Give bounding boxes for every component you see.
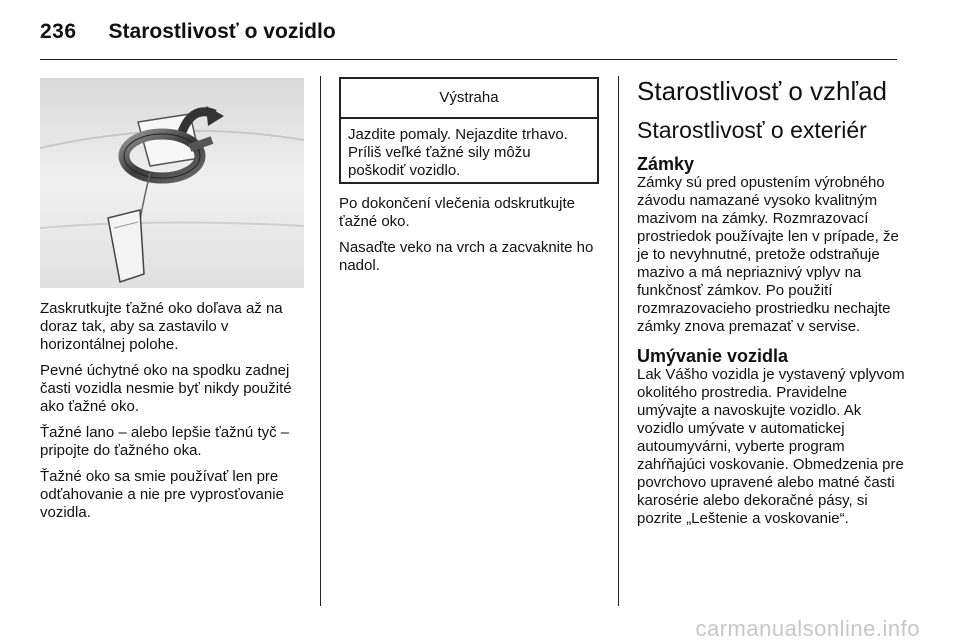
paragraph: Pevné úchytné oko na spodku zadnej časti vozidla nesmie byť nikdy použité ako ťažné oko. (40, 362, 292, 415)
column-divider-1 (320, 76, 321, 606)
subsection-text-locks: Zámky sú pred opustením výrobného závodu namazané vysoko kvalitným mazivom na zámky. Rozmrazovací prostriedok používajte len v prípade, že je to nevyhnutné, pretože odstraňuje mazivo a má nepriaznivý vplyv na funkčnosť zámkov. Po použití rozmrazovacieho prostriedku nechajte zámky znova premazať v servise. (637, 174, 899, 335)
column-1 (40, 300, 304, 530)
paragraph: Nasaďte veko na vrch a zacvaknite ho nadol. (339, 239, 594, 274)
column-divider-2 (618, 76, 619, 606)
tow-eye-drawing (40, 78, 304, 288)
paragraph: Zaskrutkujte ťažné oko doľava až na doraz tak, aby sa zastavilo v horizontálnej polohe. (40, 300, 283, 353)
watermark: carmanualsonline.info (695, 616, 920, 641)
tow-eye-illustration (40, 78, 304, 288)
warning-title: Výstraha (341, 79, 597, 119)
header-title: Starostlivosť o vozidlo (108, 20, 336, 43)
page-header (40, 20, 336, 50)
subsection-text-washing: Lak Vášho vozidla je vystavený vplyvom okolitého prostredia. Pravidelne umývajte a navoskujte vozidlo. Ak vozidlo umývate v automatickej autoumyvárni, vyberte program zahŕňajúci voskovanie. Obmedzenia pre povrchovo upravené alebo matné časti karosérie alebo dekoračné pásy, si pozrite „Leštenie a voskovanie“. (637, 366, 905, 527)
header-divider (40, 59, 897, 60)
paragraph: Po dokončení vlečenia odskrutkujte ťažné oko. (339, 195, 575, 230)
paragraph: Ťažné lano – alebo lepšie ťažnú tyč – pripojte do ťažného oka. (40, 424, 290, 459)
column-3 (637, 74, 907, 528)
section-heading: Starostlivosť o vzhľad (637, 76, 887, 106)
section-subheading: Starostlivosť o exteriér (637, 117, 867, 143)
warning-box (339, 77, 599, 184)
subsection-title-locks: Zámky (637, 154, 695, 174)
page-number: 236 (40, 20, 77, 43)
warning-text: Jazdite pomaly. Nejazdite trhavo. Príliš veľké ťažné sily môžu poškodiť vozidlo. (348, 126, 568, 179)
column-2 (339, 195, 601, 283)
subsection-title-washing: Umývanie vozidla (637, 346, 789, 366)
paragraph: Ťažné oko sa smie používať len pre odťahovanie a nie pre vyprosťovanie vozidla. (40, 468, 284, 521)
